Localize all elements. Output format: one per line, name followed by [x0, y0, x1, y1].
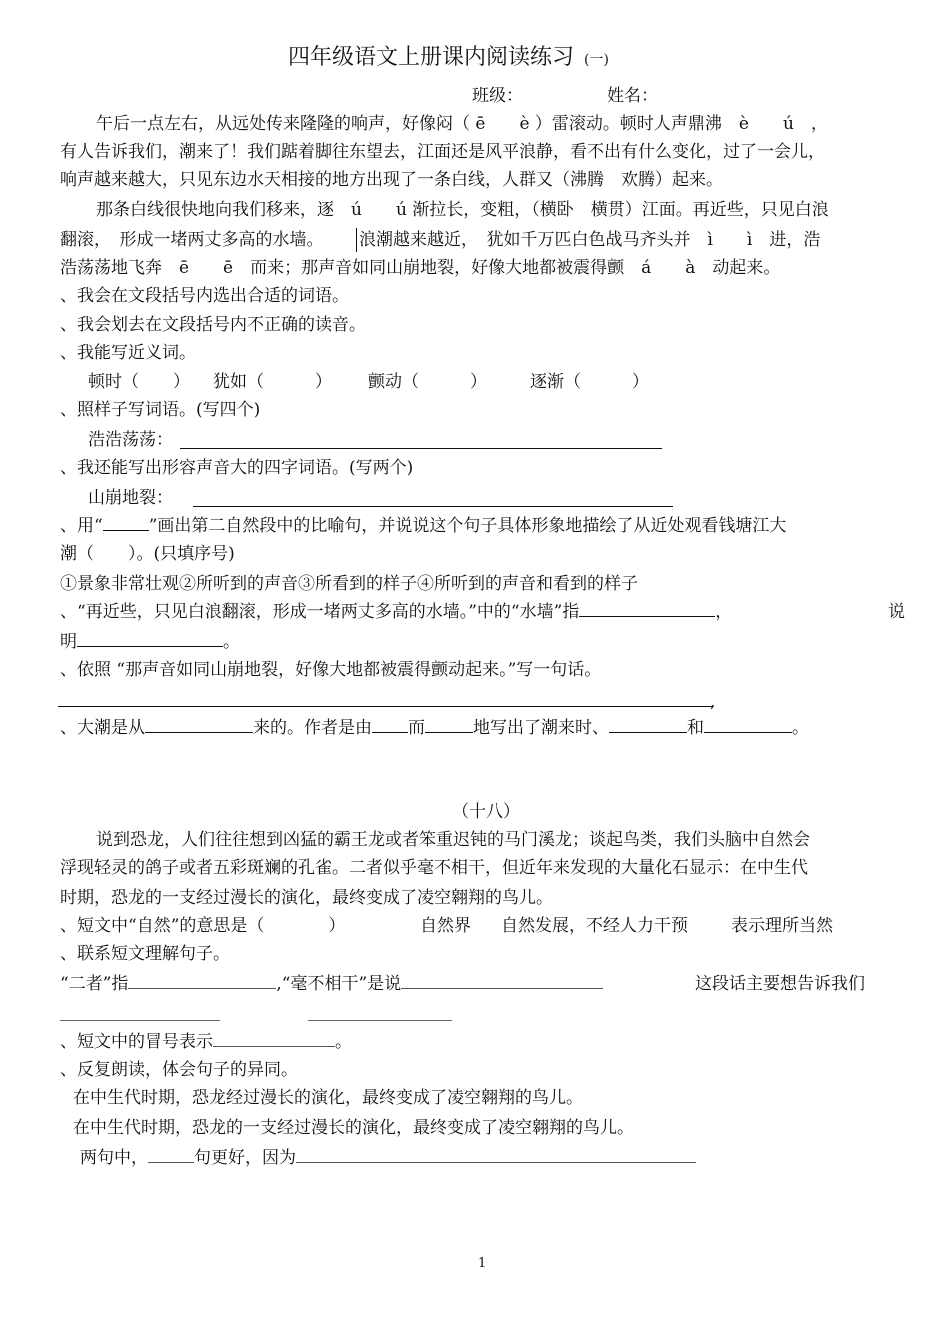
q9-text-1: 、大潮是从 [60, 718, 145, 738]
q7-ming: 明 [60, 632, 77, 652]
q8-mark: , [710, 692, 716, 712]
s18-q2-er-zhe: “二者”指 [60, 974, 129, 994]
question-3: 、我能写近义词。 [60, 343, 196, 363]
page-title [288, 46, 609, 72]
s18-q1-close: ） [328, 916, 346, 936]
synonym-1[interactable]: 顿时（ ） [88, 372, 190, 392]
q9-blank-1[interactable] [145, 716, 253, 733]
question-8: 、依照 “那声音如同山崩地裂，好像大地都被震得颤动起来。”写一句话。 [60, 660, 602, 680]
q4-label: 浩浩荡荡： [88, 430, 173, 450]
q9-text-5: 和 [687, 718, 704, 738]
s18-q2-blank-2[interactable] [401, 972, 603, 989]
q9-text-2: 来的。作者是由 [253, 718, 372, 738]
question-2: 、我会划去在文段括号内不正确的读音。 [60, 315, 366, 335]
s18-q2-blank-3[interactable] [60, 1020, 220, 1021]
s18-p-line-3: 时期，恐龙的一支经过漫长的演化，最终变成了凌空翱翔的鸟儿。 [60, 888, 553, 908]
q7-period: 。 [223, 632, 240, 652]
s18-q1-text: 、短文中“自然”的意思是（ [60, 916, 265, 936]
question-5: 、我还能写出形容声音大的四字词语。(写两个) [60, 458, 414, 478]
q6-line-2[interactable]: 潮（ ）。(只填序号) [60, 544, 235, 564]
s18-q3-text: 、短文中的冒号表示 [60, 1032, 213, 1052]
question-1: 、我会在文段括号内选出合适的词语。 [60, 286, 349, 306]
q5-answer-line[interactable] [193, 506, 673, 507]
p1-line-3: 响声越来越大，只见东边水天相接的地方出现了一条白线，人群又（沸腾 欢腾）起来。 [60, 170, 723, 190]
s18-q2-line [60, 972, 603, 996]
q6-options: ①景象非常壮观②所听到的声音③所看到的样子④所听到的声音和看到的样子 [60, 574, 638, 594]
title-text: 四年级语文上册课内阅读练习 [288, 45, 575, 70]
q5-label: 山崩地裂： [88, 488, 173, 508]
synonym-2[interactable]: 犹如（ ） [213, 372, 332, 392]
q9-blank-2[interactable] [372, 716, 408, 733]
s18-q4-line [80, 1146, 696, 1170]
s18-q4-blank-2[interactable] [296, 1146, 696, 1163]
q4-answer-line[interactable] [180, 448, 662, 449]
q8-answer-line[interactable] [58, 706, 712, 707]
s18-sentence-1: 在中生代时期，恐龙经过漫长的演化，最终变成了凌空翱翔的鸟儿。 [73, 1088, 583, 1108]
q6-underline-sample [103, 514, 149, 531]
q9-text-4: 地写出了潮来时、 [473, 718, 609, 738]
q7-comma: ， [715, 602, 733, 622]
s18-q2-blank-1[interactable] [128, 972, 276, 989]
s18-p-line-2: 浮现轻灵的鸽子或者五彩斑斓的孔雀。二者似乎毫不相干，但近年来发现的大量化石显示：在中生代 [60, 858, 808, 878]
p2-line-2b: 浪潮越来越近， 犹如千万匹白色战马齐头并 ì ì 进，浩 [356, 228, 820, 252]
s18-q1-option-2[interactable]: 自然发展，不经人力干预 [501, 916, 688, 936]
q6-rest: ”画出第二自然段中的比喻句，并说说这个句子具体形象地描绘了从近处观看钱塘江大 [148, 516, 787, 536]
p1-line-2: 有人告诉我们，潮来了！我们踮着脚往东望去，江面还是风平浪静，看不出有什么变化，过了一会儿， [60, 142, 825, 162]
question-4: 、照样子写词语。(写四个) [60, 400, 261, 420]
q7-answer-line-1[interactable] [579, 600, 715, 617]
s18-p-line-1: 说到恐龙，人们往往想到凶猛的霸王龙或者笨重迟钝的马门溪龙；谈起鸟类，我们头脑中自然会 [96, 830, 810, 850]
s18-question-4: 、反复朗读，体会句子的异同。 [60, 1060, 298, 1080]
question-9 [60, 716, 809, 740]
name-label: 姓名： [607, 86, 658, 106]
s18-q3-end: 。 [335, 1032, 352, 1052]
s18-q4-text-2: 句更好，因为 [194, 1148, 296, 1168]
q9-blank-4[interactable] [609, 716, 687, 733]
p2-line-3: 浩荡荡地飞奔 ē ē 而来；那声音如同山崩地裂，好像大地都被震得颤 á à 动起来。 [60, 258, 781, 278]
p2-line-1: 那条白线很快地向我们移来，逐 ú ú 渐拉长，变粗，（横卧 横贯）江面。再近些，只见白浪 [96, 200, 829, 220]
class-label: 班级： [472, 86, 523, 106]
question-7 [60, 600, 732, 624]
synonym-4[interactable]: 逐渐（ ） [530, 372, 649, 392]
q7-text: 、“再近些，只见白浪翻滚，形成一堵两丈多高的水墙。”中的“水墙”指 [60, 602, 580, 622]
p1-line-1: 午后一点左右，从远处传来隆隆的响声，好像闷（ ē è ）雷滚动。顿时人声鼎沸 è ú ， [96, 114, 828, 134]
s18-q3-blank[interactable] [213, 1030, 335, 1047]
q9-blank-3[interactable] [425, 716, 473, 733]
s18-q2-blank-4[interactable] [308, 1020, 452, 1021]
s18-question-2: 、联系短文理解句子。 [60, 944, 230, 964]
section-18-title: （十八） [452, 802, 520, 822]
p2-line-2a: 翻滚， 形成一堵两丈多高的水墙。 [60, 230, 324, 250]
title-suffix: (一) [584, 52, 609, 68]
synonym-3[interactable]: 颤动（ ） [368, 372, 487, 392]
q9-text-6: 。 [792, 718, 809, 738]
q7-shuo: 说 [888, 602, 905, 622]
s18-q2-tail: 这段话主要想告诉我们 [695, 974, 865, 994]
q9-text-3: 而 [408, 718, 425, 738]
question-6 [60, 514, 786, 538]
q6-start: 、用“ [60, 516, 103, 536]
s18-q2-hao-bu: ,“毫不相干”是说 [276, 974, 402, 994]
s18-question-3 [60, 1030, 352, 1054]
s18-q4-blank-1[interactable] [148, 1146, 194, 1163]
s18-question-1 [60, 914, 345, 938]
s18-q4-text-1: 两句中， [80, 1148, 148, 1168]
page-number: 1 [478, 1256, 487, 1271]
q7-line-2 [60, 630, 240, 654]
s18-q1-option-3[interactable]: 表示理所当然 [731, 916, 833, 936]
q9-blank-5[interactable] [704, 716, 792, 733]
q7-answer-line-2[interactable] [77, 630, 223, 647]
s18-sentence-2: 在中生代时期，恐龙的一支经过漫长的演化，最终变成了凌空翱翔的鸟儿。 [73, 1118, 634, 1138]
s18-q1-option-1[interactable]: 自然界 [420, 916, 471, 936]
